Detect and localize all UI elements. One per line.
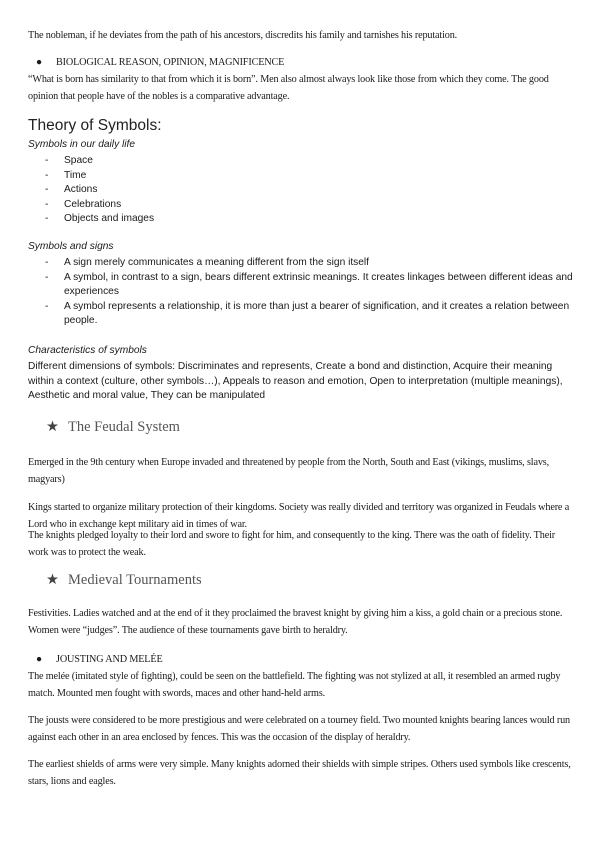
intro-paragraph: The nobleman, if he deviates from the path of his ancestors, discredits his family and tarnishes his reputation. xyxy=(28,30,458,41)
tournaments-paragraph-3: The jousts were considered to be more prestigious and were celebrated on a tourney field. Two mounted knights bearing lances would run against each other in an area enclosed by fences. This was the occasion of the display of heraldry. xyxy=(28,715,570,743)
bullet-heading-text: JOUSTING AND MELÉE xyxy=(56,654,163,665)
daily-life-list xyxy=(45,154,575,227)
subheading-daily-life: Symbols in our daily life xyxy=(28,139,136,150)
list-item: - Actions xyxy=(45,184,98,195)
subheading-characteristics: Characteristics of symbols xyxy=(28,345,147,356)
list-item: - Celebrations xyxy=(45,198,122,210)
list-item: - Objects and images xyxy=(45,213,155,224)
symbols-signs-list xyxy=(45,256,575,329)
feudal-paragraph-3: The knights pledged loyalty to their lord and swore to fight for him, and consequently to the king. There was the oath of fidelity. Their work was to protect the weak. xyxy=(28,530,555,558)
tournaments-paragraph-4: The earliest shields of arms were very simple. Many knights adorned their shields with simple stripes. Others used symbols like crescents, stars, lions and eagles. xyxy=(28,759,571,787)
list-item: - Space xyxy=(45,155,93,166)
section-title-text: Medieval Tournaments xyxy=(68,572,202,588)
section-title-text: The Feudal System xyxy=(68,419,180,435)
feudal-paragraph-1: Emerged in the 9th century when Europe invaded and threatened by people from the North, South and East (vikings, muslims, slavs, magyars) xyxy=(28,457,549,485)
characteristics-paragraph: Different dimensions of symbols: Discriminates and represents, Create a bond and distinction, Acquire their meaning within a context (culture, other symbols…), Appeals to reason and emotion, Open to interpretation (multiple meanings), Aesthetic and moral value, They can be manipulated xyxy=(28,361,563,401)
feudal-paragraph-2: Kings started to organize military protection of their kingdoms. Society was really divided and territory was organized in Feudals where a Lord who in exchange kept military aid in times of war. xyxy=(28,502,570,530)
biological-paragraph: “What is born has similarity to that from which it is born”. Men also almost always look like those from which they come. The good opinion that people have of the nobles is a comparative advantage. xyxy=(28,74,549,102)
subheading-symbols-signs: Symbols and signs xyxy=(28,241,114,252)
list-item: - Time xyxy=(45,169,87,181)
star-icon: ★ xyxy=(46,572,59,588)
section-title-symbols: Theory of Symbols: xyxy=(28,117,162,134)
section-title-tournaments xyxy=(46,572,202,589)
bullet-heading-text: BIOLOGICAL REASON, OPINION, MAGNIFICENCE xyxy=(56,57,285,68)
star-icon: ★ xyxy=(46,419,59,435)
list-item: - A symbol represents a relationship, it is more than just a bearer of signification, and it creates a relation between people. xyxy=(45,300,570,326)
bullet-dot-icon: ● xyxy=(36,654,43,665)
bullet-heading-biological xyxy=(36,54,284,71)
section-title-feudal xyxy=(46,419,180,436)
bullet-dot-icon: ● xyxy=(36,57,43,68)
tournaments-paragraph-1: Festivities. Ladies watched and at the end of it they proclaimed the bravest knight by giving him a kiss, a gold chain or a precious stone. Women were “judges”. The audience of these tournaments gave birth to heraldry. xyxy=(28,608,563,636)
bullet-heading-jousting xyxy=(36,651,163,668)
list-item: - A sign merely communicates a meaning different from the sign itself xyxy=(45,257,370,268)
list-item: - A symbol, in contrast to a sign, bears different extrinsic meanings. It creates linkages between different ideas and experiences xyxy=(45,271,573,297)
tournaments-paragraph-2: The melée (imitated style of fighting), could be seen on the battlefield. The fighting was not stylized at all, it resembled an armed rugby match. Mounted men fought with swords, maces and other hand-held arms. xyxy=(28,671,561,699)
